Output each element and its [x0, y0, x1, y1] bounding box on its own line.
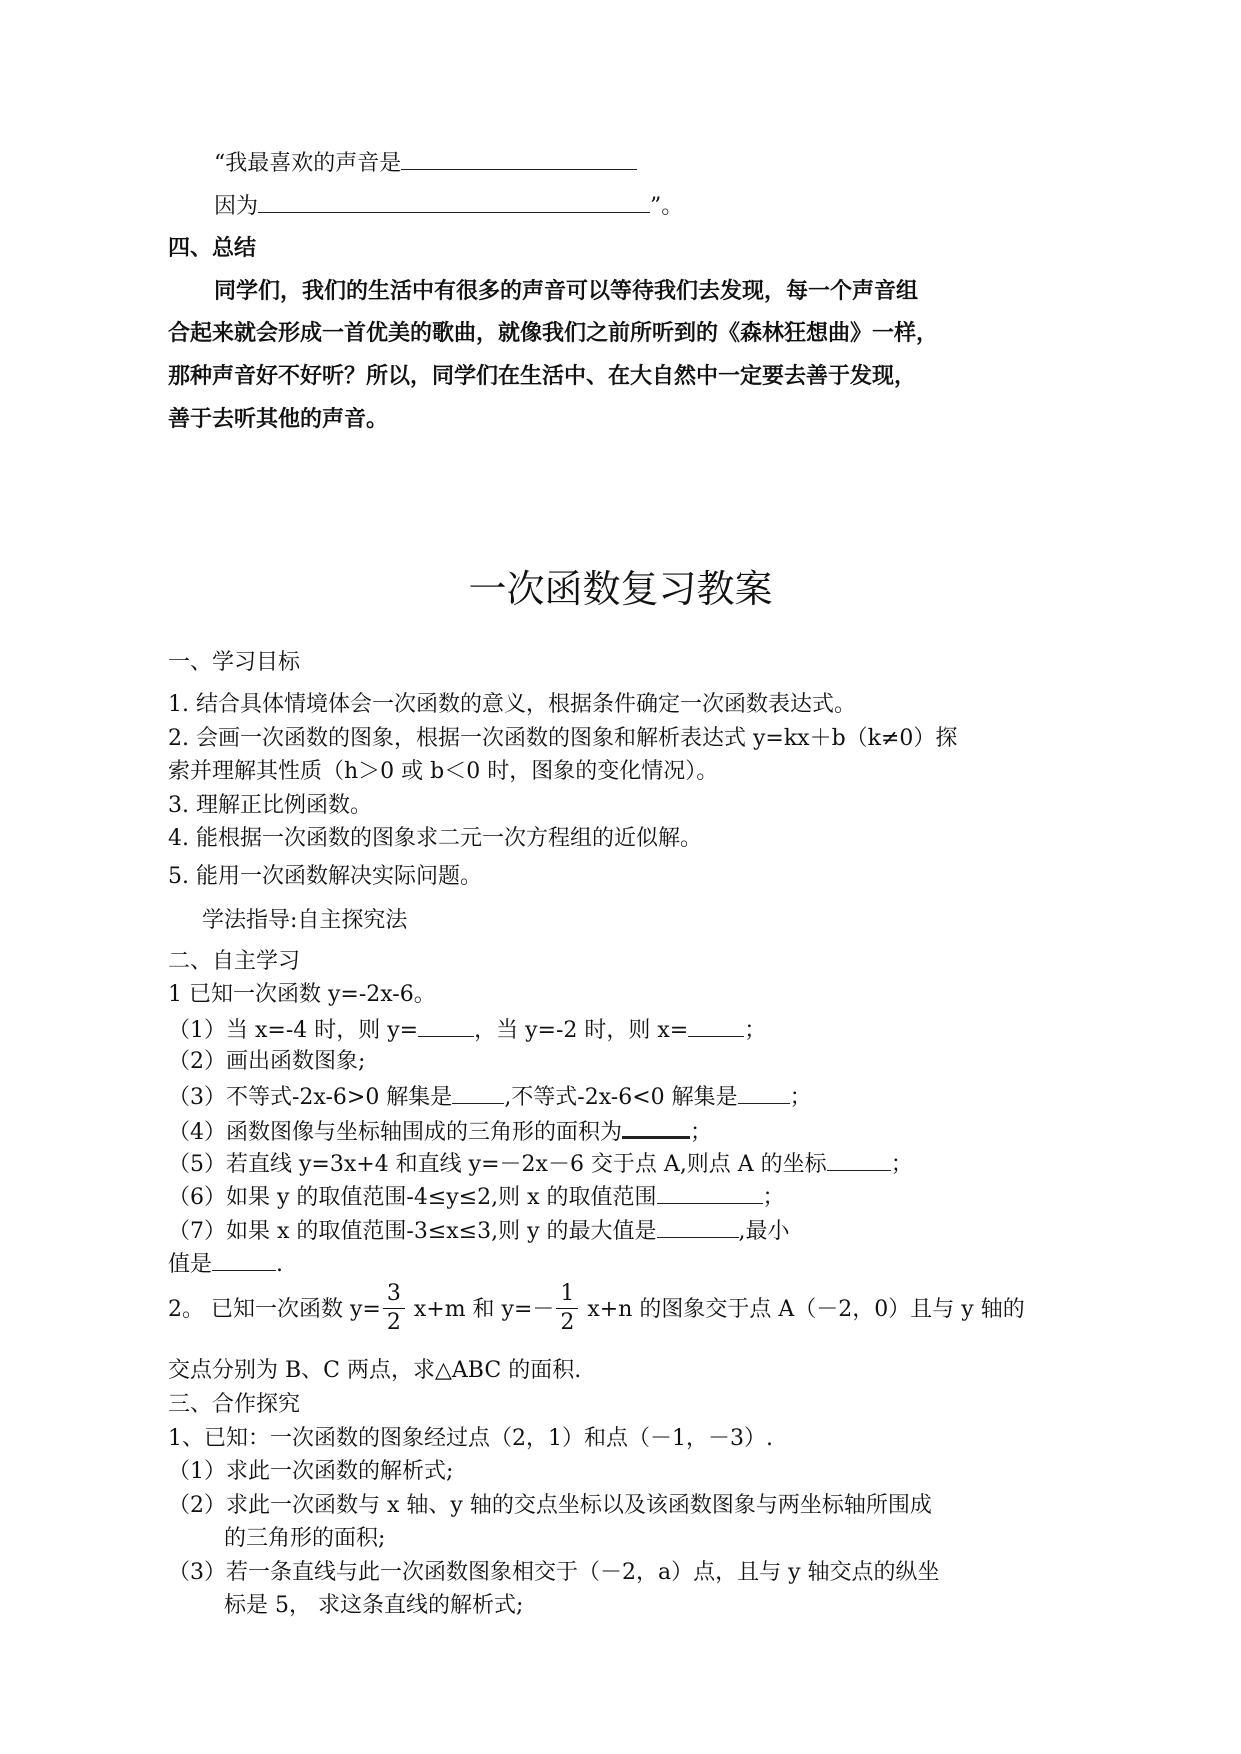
- q1p3-text-b: ,不等式-2x-6<0 解集是: [504, 1085, 738, 1110]
- q1p7-text-d: .: [276, 1252, 284, 1277]
- q2-text-a: 2。 已知一次函数 y=: [168, 1297, 381, 1322]
- objective-5: 5. 能用一次函数解决实际问题。: [168, 864, 482, 889]
- objective-1: 1. 结合具体情境体会一次函数的意义，根据条件确定一次函数表达式。: [168, 692, 856, 717]
- objective-4: 4. 能根据一次函数的图象求二元一次方程组的近似解。: [168, 826, 702, 851]
- coop-part-2: （2）求此一次函数与 x 轴、y 轴的交点坐标以及该函数图象与两坐标轴所围成: [168, 1493, 932, 1518]
- fraction-2-numerator: 1: [556, 1280, 578, 1309]
- q1p6-blank[interactable]: [657, 1181, 763, 1204]
- fraction-1-numerator: 3: [383, 1280, 405, 1309]
- reason-close-quote: ”。: [650, 194, 684, 219]
- q1p1-text-a: （1）当 x=-4 时，则 y=: [168, 1018, 419, 1043]
- question-2-line-1: [168, 1280, 1025, 1340]
- coop-question-1: 1、已知：一次函数的图象经过点（2，1）和点（－1，－3）.: [168, 1426, 773, 1451]
- question-1-part-4: [168, 1114, 712, 1148]
- document-title: 一次函数复习教案: [468, 567, 773, 611]
- question-1-part-1: [168, 1014, 766, 1046]
- objective-2-cont: 索并理解其性质（h＞0 或 b＜0 时，图象的变化情况）。: [168, 759, 719, 784]
- fraction-1-denominator: 2: [386, 1309, 401, 1335]
- coop-part-1: （1）求此一次函数的解析式;: [168, 1459, 454, 1484]
- q1p3-text-c: ；: [789, 1085, 812, 1110]
- question-2-line-2: 交点分别为 B、C 两点，求△ABC 的面积.: [168, 1358, 582, 1383]
- question-1-part-7: [168, 1215, 790, 1247]
- summary-para-line-1: 同学们，我们的生活中有很多的声音可以等待我们去发现，每一个声音组: [214, 278, 919, 304]
- q1p5-blank[interactable]: [827, 1148, 891, 1171]
- self-study-heading: 二、自主学习: [168, 949, 301, 974]
- study-method: 学法指导:自主探究法: [202, 908, 408, 933]
- q1p1-blank-y[interactable]: [418, 1014, 474, 1037]
- reason-label: 因为: [214, 194, 259, 219]
- q1p4-text-a: （4）函数图像与坐标轴围成的三角形的面积为: [168, 1120, 622, 1145]
- q1p3-text-a: （3）不等式-2x-6>0 解集是: [168, 1085, 453, 1110]
- summary-para-line-2: 合起来就会形成一首优美的歌曲，就像我们之前所听到的《森林狂想曲》一样，: [168, 320, 939, 346]
- reason-blank[interactable]: [258, 190, 650, 213]
- q1p6-text-a: （6）如果 y 的取值范围-4≤y≤2,则 x 的取值范围: [168, 1185, 657, 1210]
- question-1-part-6: [168, 1181, 785, 1213]
- fraction-2-denominator: 2: [560, 1309, 575, 1335]
- summary-para-line-4: 善于去听其他的声音。: [168, 406, 389, 432]
- q1p4-text-b: ；: [690, 1120, 713, 1145]
- objective-3: 3. 理解正比例函数。: [168, 793, 372, 818]
- fraction-three-halves: [383, 1280, 405, 1337]
- favorite-sound-prompt: [214, 147, 637, 179]
- favorite-sound-label: “我最喜欢的声音是: [214, 151, 402, 176]
- question-1-part-2: （2）画出函数图象;: [168, 1049, 366, 1074]
- objectives-heading: 一、学习目标: [168, 650, 301, 675]
- objective-2: 2. 会画一次函数的图象，根据一次函数的图象和解析表达式 y=kx＋b（k≠0）探: [168, 726, 958, 751]
- question-1-part-5: [168, 1148, 913, 1180]
- q1p7-blank-max[interactable]: [657, 1215, 739, 1238]
- q1p3-blank-1[interactable]: [452, 1081, 504, 1104]
- q1p4-blank[interactable]: [622, 1114, 690, 1139]
- favorite-sound-blank[interactable]: [401, 147, 637, 170]
- q1p7-text-b: ,最小: [738, 1219, 790, 1244]
- summary-heading: 四、总结: [168, 235, 257, 261]
- q1p7-text-a: （7）如果 x 的取值范围-3≤x≤3,则 y 的最大值是: [168, 1219, 657, 1244]
- question-1-part-3: [168, 1081, 812, 1113]
- question-1-stem: 1 已知一次函数 y=-2x-6。: [168, 982, 436, 1007]
- cooperative-heading: 三、合作探究: [168, 1392, 301, 1417]
- q1p1-blank-x[interactable]: [688, 1014, 744, 1037]
- q1p5-text-b: ；: [890, 1152, 913, 1177]
- q2-text-c: x+n 的图象交于点 A（－2，0）且与 y 轴的: [580, 1297, 1025, 1322]
- coop-part-3: （3）若一条直线与此一次函数图象相交于（－2，a）点，且与 y 轴交点的纵坐: [168, 1560, 940, 1585]
- q2-text-b: x+m 和 y=－: [406, 1297, 555, 1322]
- question-1-part-7-cont: [168, 1248, 283, 1280]
- fraction-one-half: [556, 1280, 578, 1337]
- q1p1-text-b: ，当 y=-2 时，则 x=: [474, 1018, 689, 1043]
- coop-part-2-cont: 的三角形的面积;: [224, 1526, 386, 1551]
- q1p1-text-c: ；: [744, 1018, 767, 1043]
- summary-para-line-3: 那种声音好不好听？所以，同学们在生活中、在大自然中一定要去善于发现，: [168, 363, 917, 389]
- q1p7-text-c: 值是: [168, 1252, 213, 1277]
- q1p7-blank-min[interactable]: [212, 1248, 276, 1271]
- q1p3-blank-2[interactable]: [738, 1081, 790, 1104]
- reason-prompt: [214, 190, 683, 222]
- coop-part-3-cont: 标是 5， 求这条直线的解析式;: [224, 1593, 524, 1618]
- q1p5-text-a: （5）若直线 y=3x+4 和直线 y=－2x－6 交于点 A,则点 A 的坐标: [168, 1152, 827, 1177]
- q1p6-text-b: ；: [762, 1185, 785, 1210]
